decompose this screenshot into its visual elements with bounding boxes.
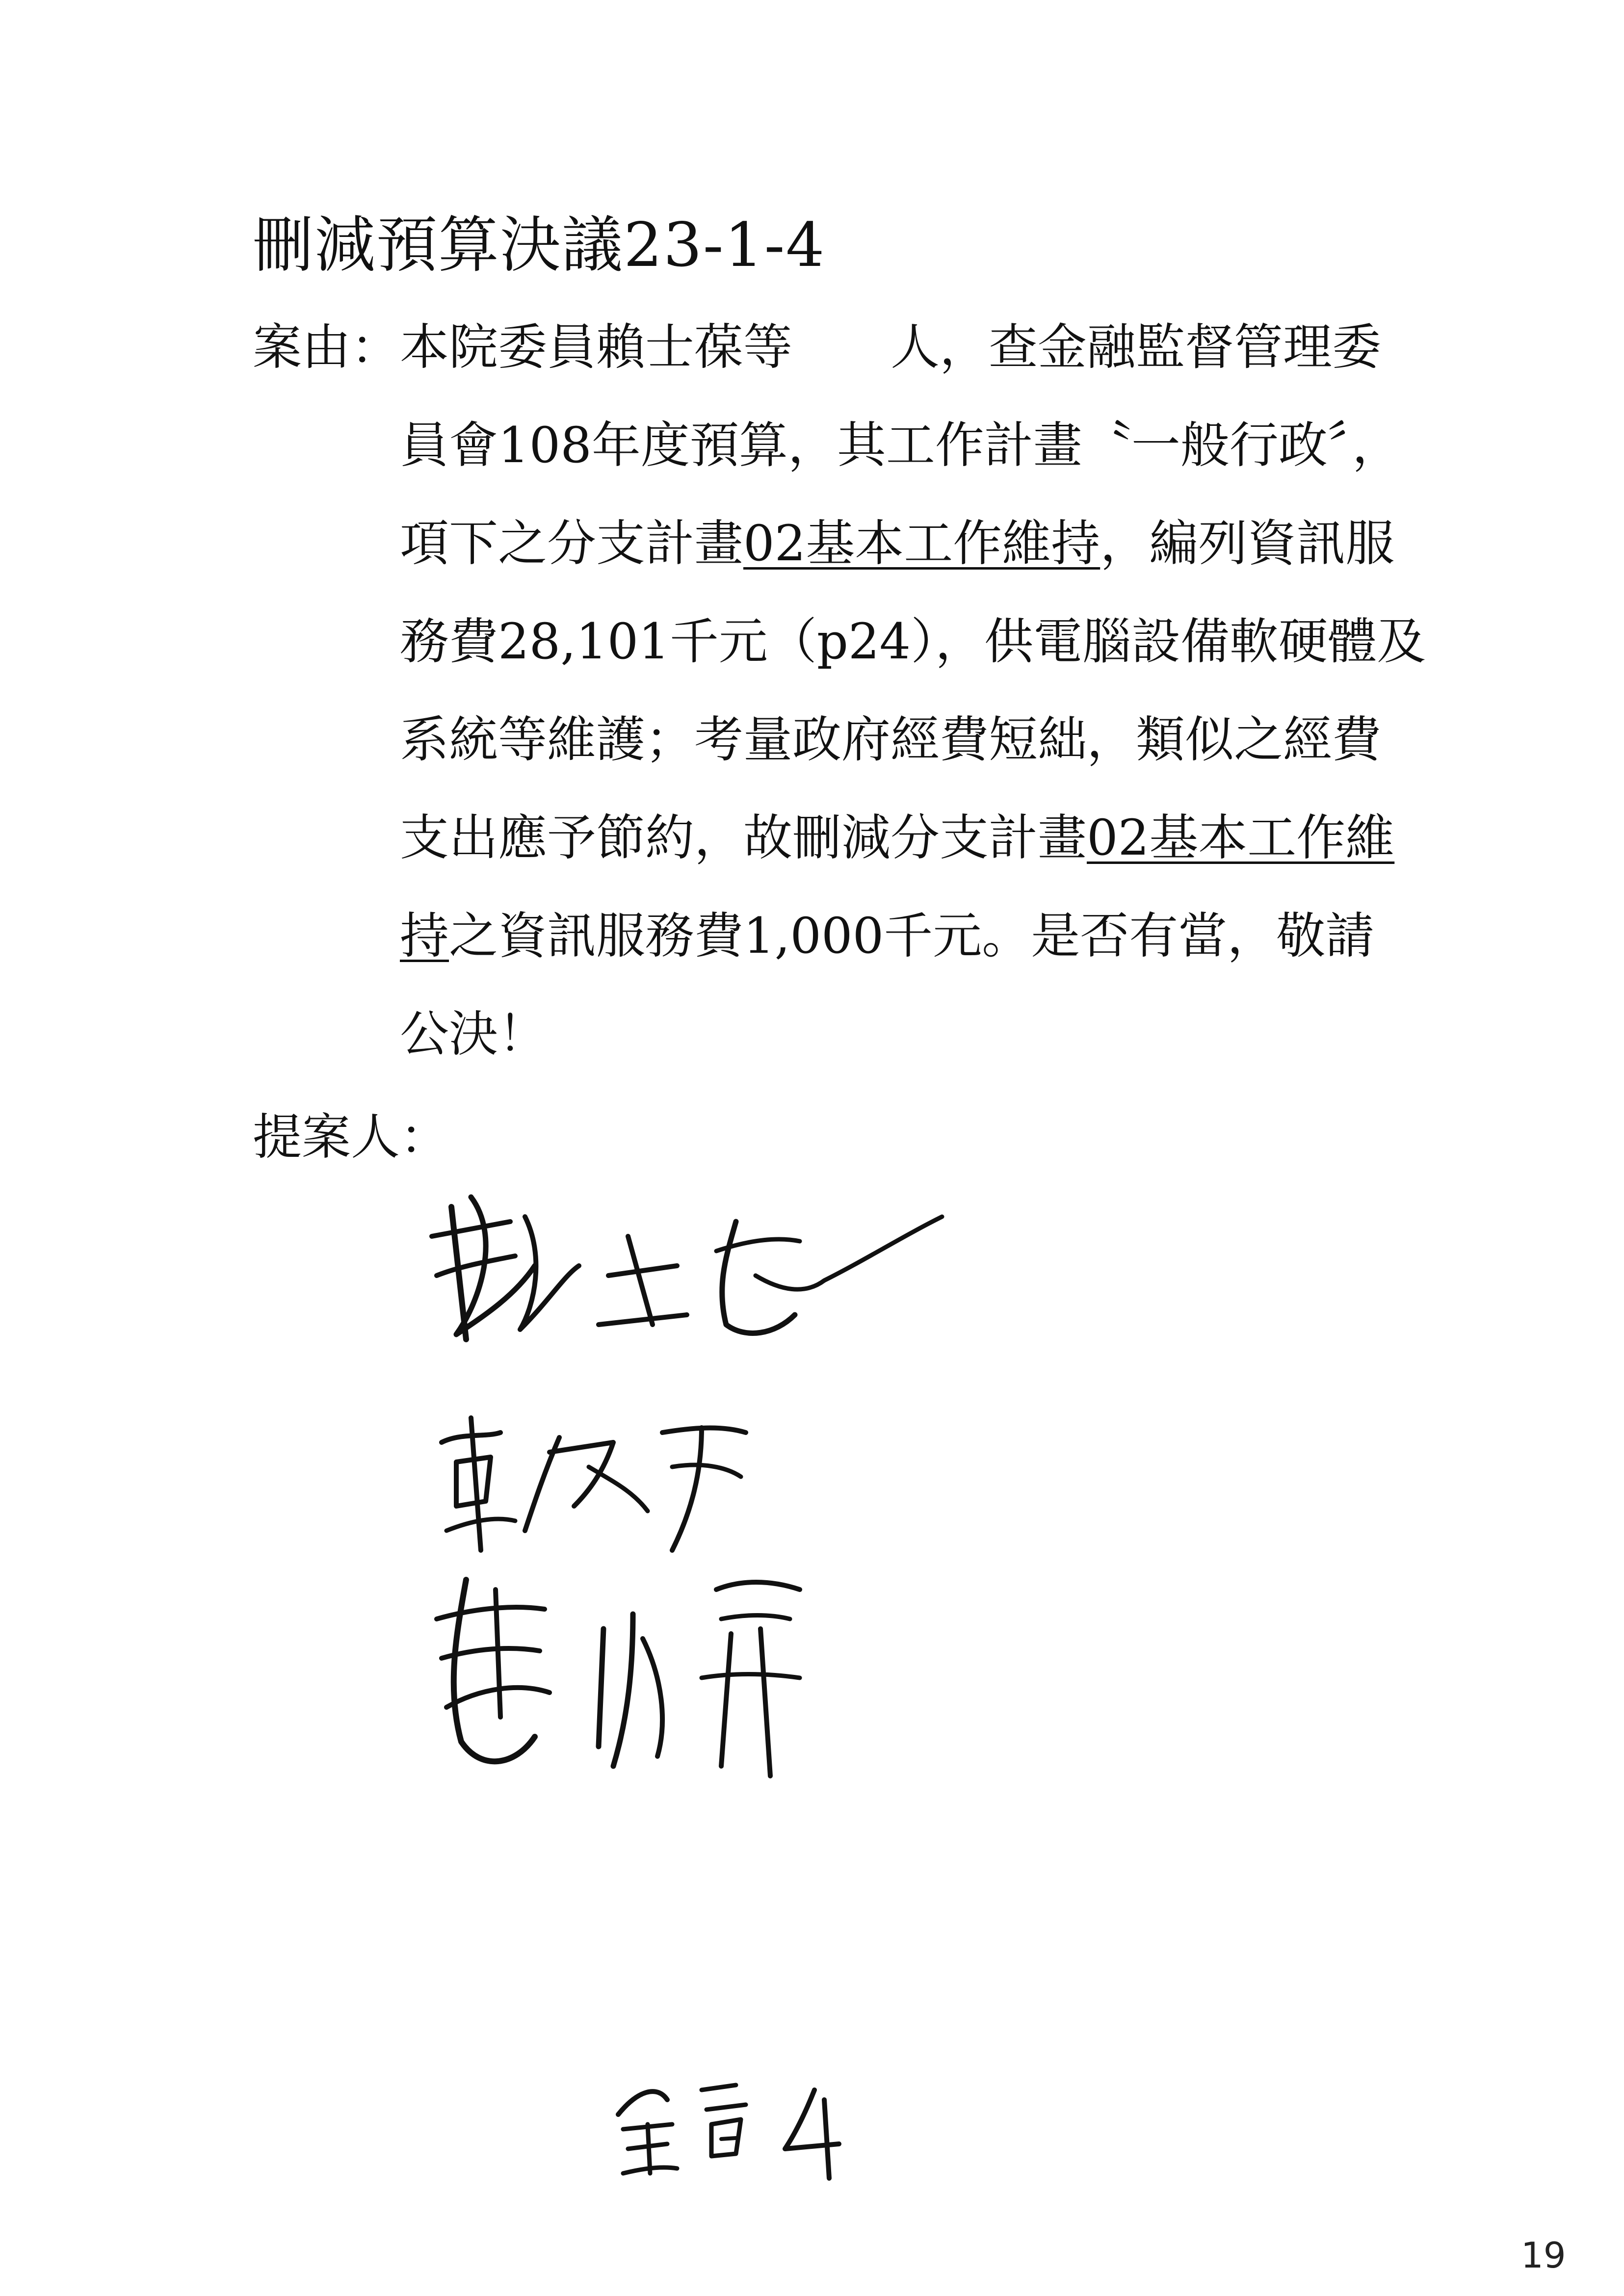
case-text-line-4: 務費28,101千元（p24），供電腦設備軟硬體及 <box>400 613 1426 670</box>
case-text-line-2: 員會108年度預算，其工作計畫〝一般行政〞， <box>400 417 1401 474</box>
case-text-line-5: 系統等維護；考量政府經費短絀，類似之經費 <box>400 711 1381 768</box>
underlined-program-name: 02基本工作維持 <box>743 515 1100 572</box>
page-number: 19 <box>1521 2235 1566 2276</box>
resolution-title: 刪減預算決議23-1-4 <box>253 210 826 281</box>
case-label: 案由： <box>253 318 400 376</box>
case-text-line-3: 項下之分支計畫02基本工作維持，編列資訊服 <box>400 515 1395 572</box>
signature-1 <box>422 1177 962 1354</box>
handwritten-note <box>608 2070 873 2188</box>
case-text-line-6: 支出應予節約，故刪減分支計畫02基本工作維 <box>400 809 1395 866</box>
case-text-line-8: 公決！ <box>400 1005 547 1063</box>
signature-2 <box>427 1403 819 1565</box>
case-text-line-1: 本院委員賴士葆等 人，查金融監督管理委 <box>400 318 1381 376</box>
signature-3 <box>427 1560 868 1786</box>
case-text-line-7: 持之資訊服務費1,000千元。是否有當，敬請 <box>400 907 1375 965</box>
underlined-program-name: 02基本工作維 <box>1087 809 1395 866</box>
proposer-label: 提案人： <box>253 1108 449 1166</box>
underlined-program-name: 持 <box>400 907 449 965</box>
